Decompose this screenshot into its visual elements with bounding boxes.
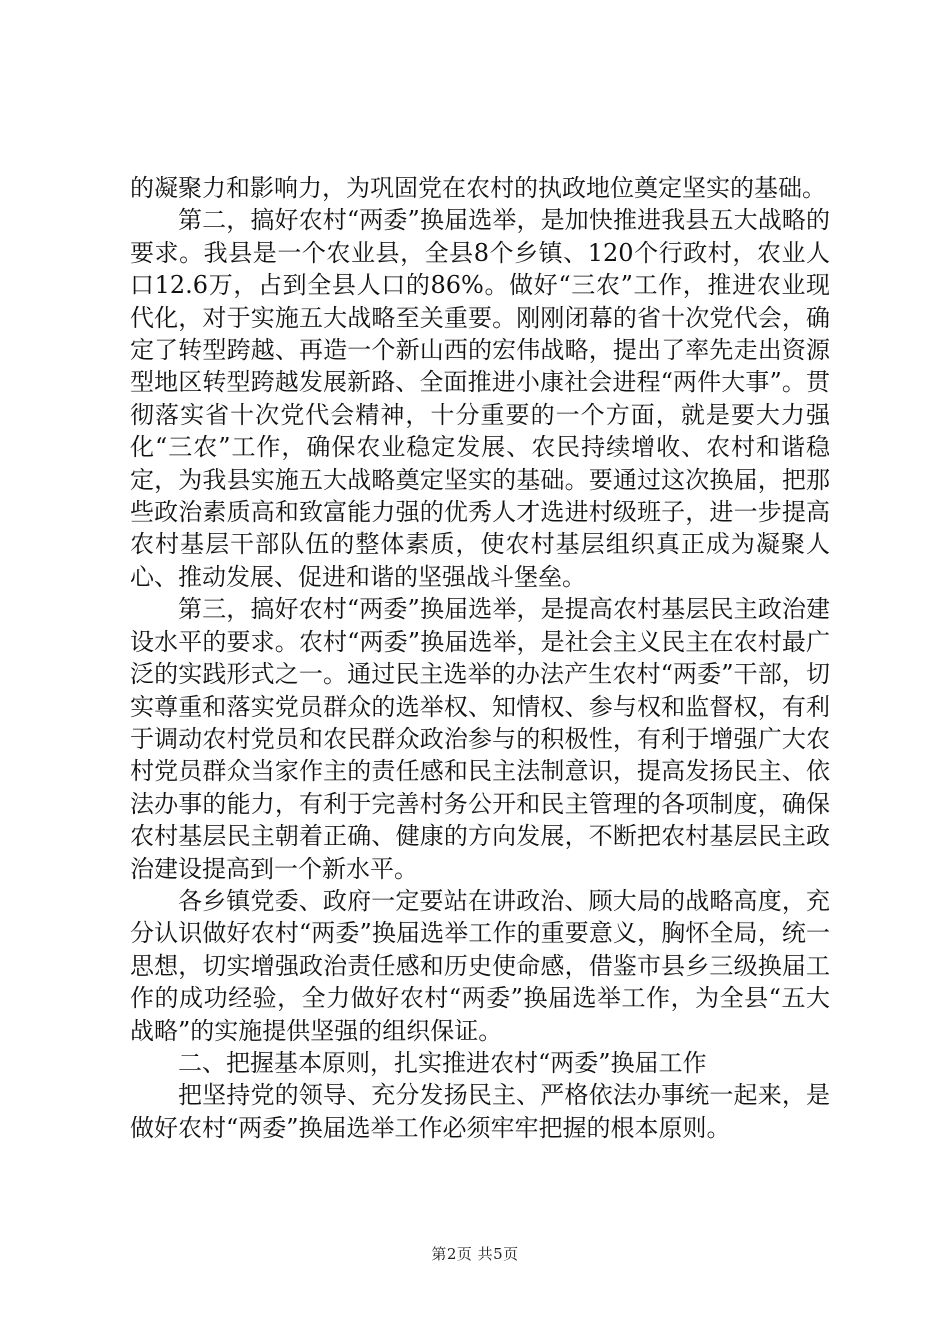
section-heading: 二、把握基本原则，扎实推进农村“两委”换届工作 — [178, 1048, 707, 1077]
paragraph-third-point: 第三，搞好农村“两委”换届选举，是提高农村基层民主政治建设水平的要求。农村“两委”换届选举，是社会主义民主在农村最广泛的实践形式之一。通过民主选举的办法产生农村“两委”干部，切实尊重和落实党员群众的选举权、知情权、参与权和监督权，有利于调动农村党员和农民群众政治参与的积极性，有利于增强广大农村党员群众当家作主的责任感和民主法制意识，提高发扬民主、依法办事的能力，有利于完善村务公开和民主管理的各项制度，确保农村基层民主朝着正确、健康的方向发展，不断把农村基层民主政治建设提高到一个新水平。 — [130, 595, 830, 883]
paragraph-second-point: 第二，搞好农村“两委”换届选举，是加快推进我县五大战略的要求。我县是一个农业县，全县8个乡镇、120个行政村，农业人口12.6万，占到全县人口的86%。做好“三农”工作，推进农业现代化，对于实施五大战略至关重要。刚刚闭幕的省十次党代会，确定了转型跨越、再造一个新山西的宏伟战略，提出了率先走出资源型地区转型跨越发展新路、全面推进小康社会进程“两件大事”。贯彻落实省十次党代会精神，十分重要的一个方面，就是要大力强化“三农”工作，确保农业稳定发展、农民持续增收、农村和谐稳定，为我县实施五大战略奠定坚实的基础。要通过这次换届，把那些政治素质高和致富能力强的优秀人才选进村级班子，进一步提高农村基层干部队伍的整体素质，使农村基层组织真正成为凝聚人心、推动发展、促进和谐的坚强战斗堡垒。 — [130, 206, 830, 591]
page-number-footer: 第2页 共5页 — [431, 1245, 519, 1263]
paragraph-principles: 把坚持党的领导、充分发扬民主、严格依法办事统一起来，是做好农村“两委”换届选举工作必须牢牢把握的根本原则。 — [130, 1081, 830, 1142]
paragraph-continuation: 的凝聚力和影响力，为巩固党在农村的执政地位奠定坚实的基础。 — [130, 174, 826, 202]
document-body — [130, 172, 830, 1144]
paragraph-summary: 各乡镇党委、政府一定要站在讲政治、顾大局的战略高度，充分认识做好农村“两委”换届选举工作的重要意义，胸怀全局，统一思想，切实增强政治责任感和历史使命感，借鉴市县乡三级换届工作的成功经验，全力做好农村“两委”换届选举工作，为全县“五大战略”的实施提供坚强的组织保证。 — [130, 886, 830, 1045]
